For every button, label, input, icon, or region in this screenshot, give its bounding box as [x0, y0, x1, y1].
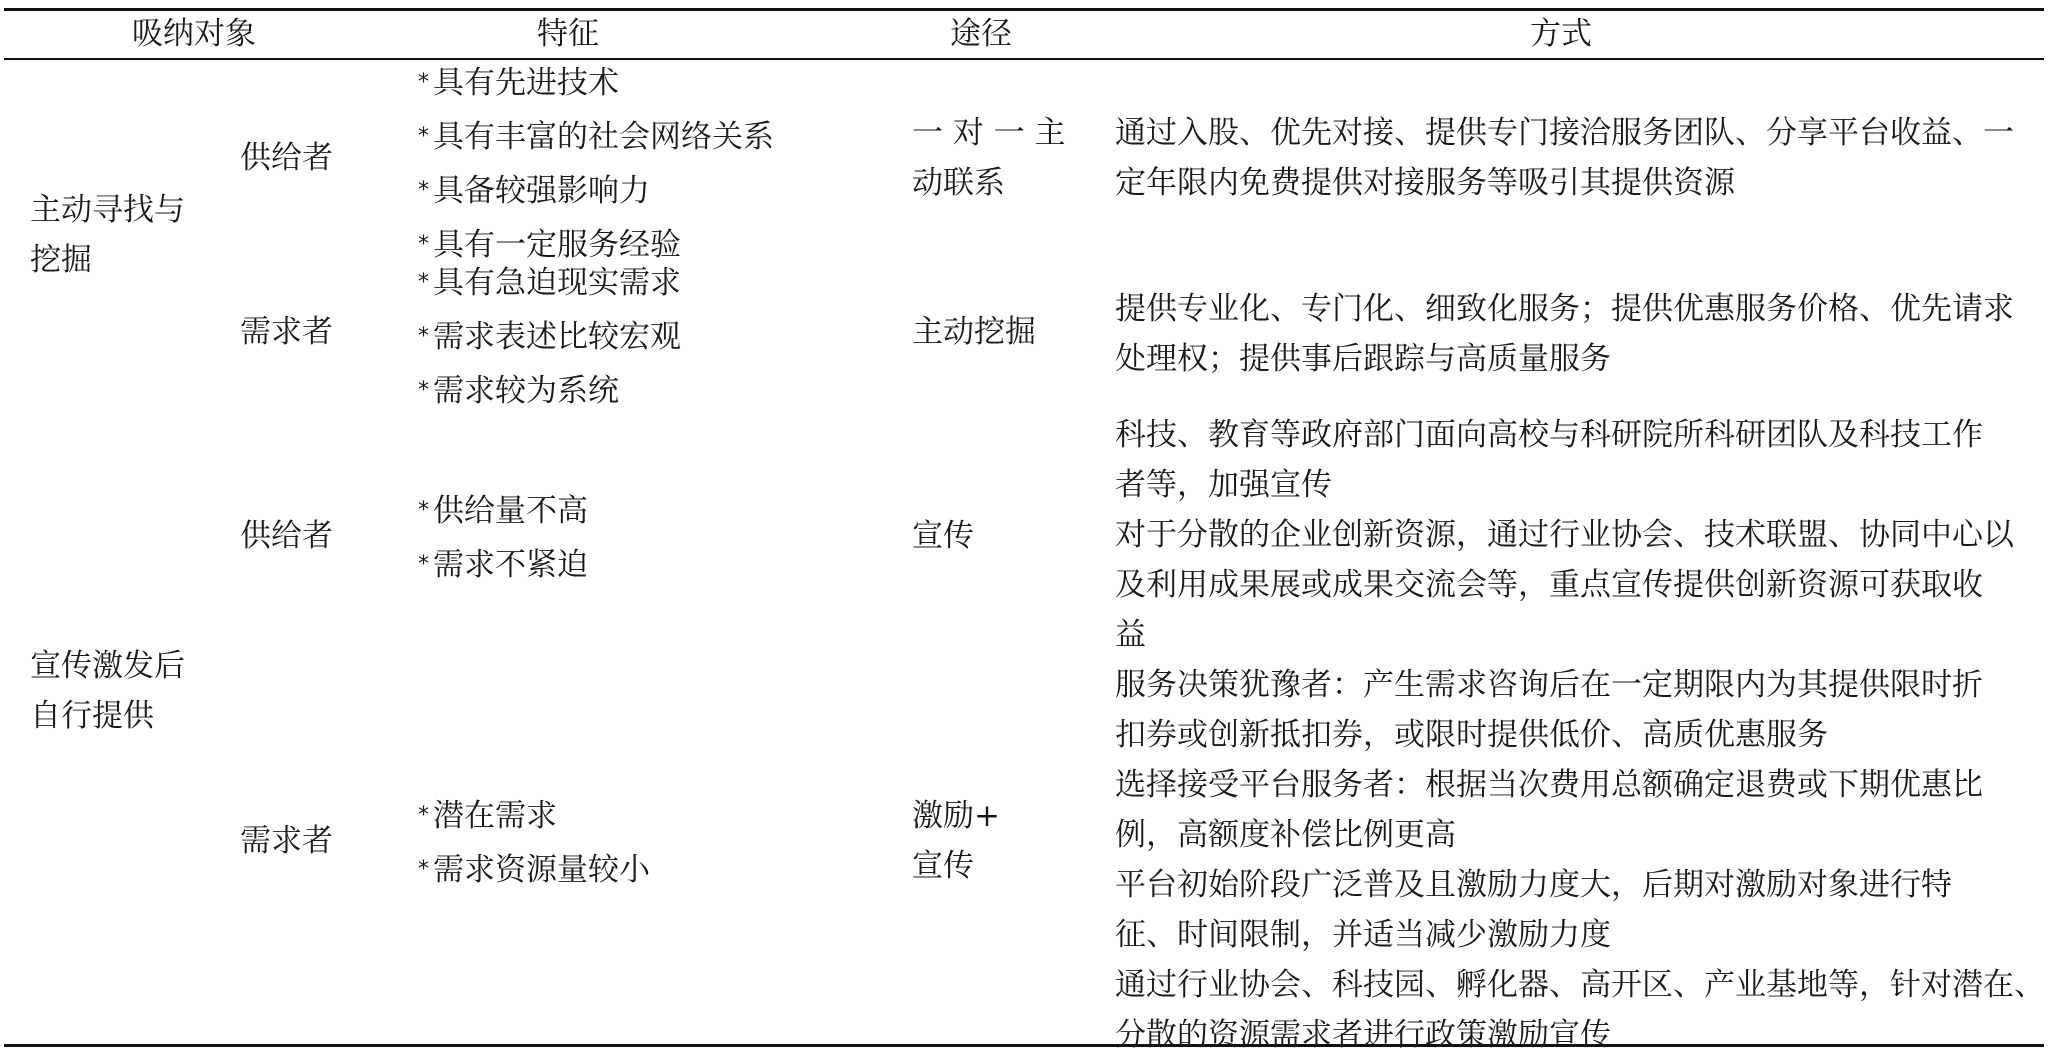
category-line: 挖掘: [30, 242, 92, 278]
role-supplier: 供给者: [240, 140, 333, 176]
table-top-rule: [4, 8, 2044, 11]
method-cell: [1115, 284, 2014, 384]
header-method: 方式: [1530, 16, 1592, 52]
feature-item: * 具有急迫现实需求: [418, 265, 681, 301]
path-cell: [912, 791, 1000, 891]
header-object: 吸纳对象: [132, 16, 256, 52]
role-demander: 需求者: [240, 314, 333, 350]
method-line: 通过行业协会、科技园、孵化器、高开区、产业基地等，针对潜在、: [1115, 967, 2045, 1003]
method-cell: [1115, 410, 2014, 660]
feature-item: * 需求表述比较宏观: [418, 319, 681, 355]
feature-list: [418, 486, 588, 594]
feature-item: * 具备较强影响力: [418, 173, 650, 209]
category-line: 主动寻找与: [30, 192, 185, 228]
category-publicity: [30, 641, 185, 741]
method-line: 征、时间限制，并适当减少激励力度: [1115, 917, 1611, 953]
role-supplier: 供给者: [240, 518, 333, 554]
method-line: 分散的资源需求者进行政策激励宣传: [1115, 1017, 1611, 1053]
table-header-rule: [4, 58, 2044, 60]
category-active-search: [30, 185, 185, 285]
feature-item: * 需求较为系统: [418, 373, 619, 409]
feature-item: * 供给量不高: [418, 493, 588, 529]
method-line: 科技、教育等政府部门面向高校与科研院所科研团队及科技工作: [1115, 417, 1983, 453]
method-line: 者等，加强宣传: [1115, 467, 1332, 503]
feature-list: [418, 791, 650, 899]
feature-list: [418, 258, 681, 420]
method-line: 定年限内免费提供对接服务等吸引其提供资源: [1115, 165, 1735, 201]
feature-item: * 需求资源量较小: [418, 852, 650, 888]
role-demander: 需求者: [240, 823, 333, 859]
feature-list: [418, 58, 774, 274]
feature-item: * 具有一定服务经验: [418, 227, 681, 263]
feature-item: * 潜在需求: [418, 798, 557, 834]
method-line: 通过入股、优先对接、提供专门接洽服务团队、分享平台收益、一: [1115, 115, 2014, 151]
method-line: 选择接受平台服务者：根据当次费用总额确定退费或下期优惠比: [1115, 767, 1983, 803]
method-line: 平台初始阶段广泛普及且激励力度大，后期对激励对象进行特: [1115, 867, 1952, 903]
method-line: 对于分散的企业创新资源，通过行业协会、技术联盟、协同中心以: [1115, 517, 2014, 553]
category-line: 自行提供: [30, 698, 154, 734]
category-line: 宣传激发后: [30, 648, 185, 684]
method-line: 服务决策犹豫者：产生需求咨询后在一定期限内为其提供限时折: [1115, 667, 1983, 703]
method-line: 例，高额度补偿比例更高: [1115, 817, 1456, 853]
method-cell: [1115, 108, 2014, 208]
path-line: 激励+: [912, 798, 1000, 834]
feature-item: * 需求不紧迫: [418, 547, 588, 583]
path-line: 动联系: [912, 165, 1005, 201]
method-line: 处理权；提供事后跟踪与高质量服务: [1115, 341, 1611, 377]
path-cell: 主动挖掘: [912, 314, 1036, 350]
header-feature: 特征: [537, 16, 599, 52]
method-line: 提供专业化、专门化、细致化服务；提供优惠服务价格、优先请求: [1115, 291, 2014, 327]
method-line: 及利用成果展或成果交流会等，重点宣传提供创新资源可获取收: [1115, 567, 1983, 603]
method-line: 益: [1115, 617, 1146, 653]
path-cell: [912, 108, 1066, 208]
feature-item: * 具有先进技术: [418, 65, 619, 101]
header-path: 途径: [950, 16, 1012, 52]
path-line: 宣传: [912, 848, 974, 884]
feature-item: * 具有丰富的社会网络关系: [418, 119, 774, 155]
method-line: 扣券或创新抵扣券，或限时提供低价、高质优惠服务: [1115, 717, 1828, 753]
path-cell: 宣传: [912, 518, 974, 554]
path-line: 一 对 一 主: [912, 115, 1066, 151]
method-cell: [1115, 660, 2045, 1056]
